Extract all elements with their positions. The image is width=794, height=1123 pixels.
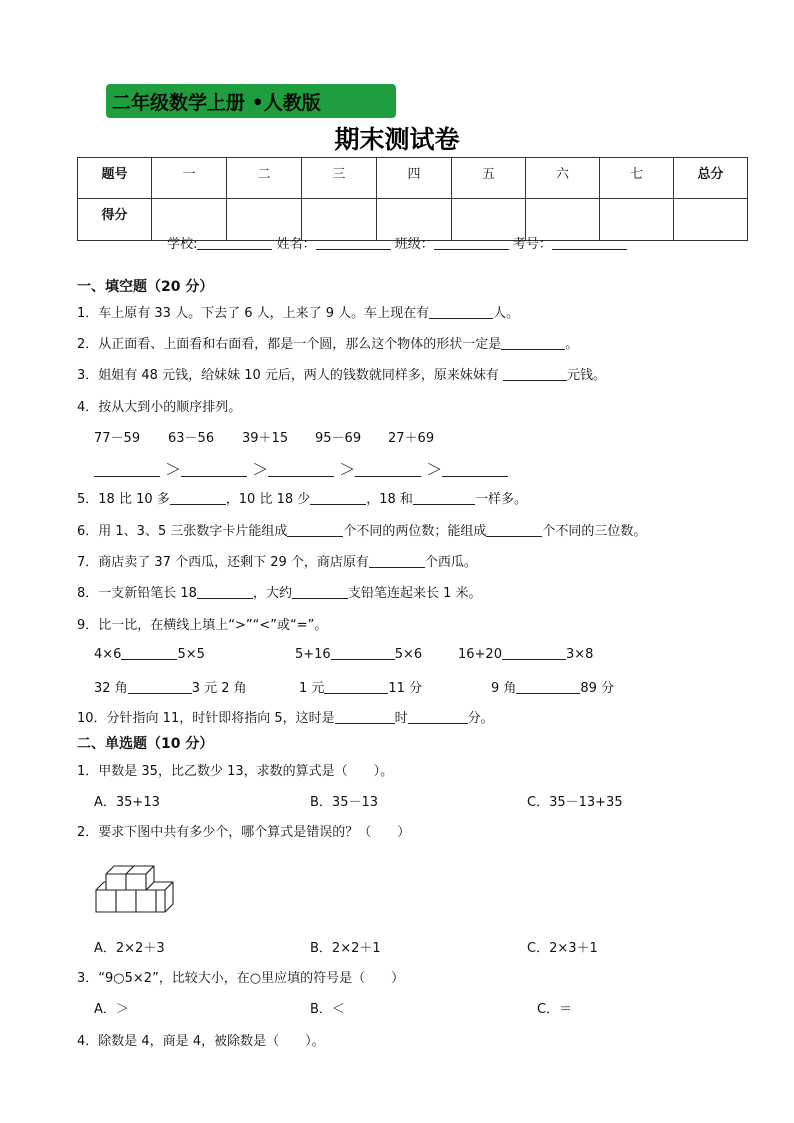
page-title: 期末测试卷 (334, 125, 460, 154)
question-number: 2． (77, 825, 99, 840)
school-blank[interactable] (197, 237, 272, 250)
question-text: 支铅笔连起来长 1 米。 (347, 586, 482, 601)
score-table-header-row (78, 158, 748, 199)
compare-left: 9 角 (491, 681, 517, 696)
option-b[interactable]: B．35－13 (310, 795, 379, 810)
answer-blank[interactable] (502, 646, 566, 660)
answer-blank[interactable] (181, 463, 247, 477)
score-header-cell: 四 (377, 158, 452, 199)
question-number: 2． (77, 337, 99, 352)
option-a[interactable]: A．＞ (94, 1002, 129, 1017)
question-2-2 (77, 821, 410, 840)
score-table (77, 157, 748, 241)
question-text: 车上原有 33 人。下去了 6 人，上来了 9 人。车上现在有 (98, 306, 430, 321)
question-text: 用 1、3、5 三张数字卡片能组成 (98, 524, 288, 539)
question-text: 人。 (493, 306, 520, 321)
question-number: 7． (77, 555, 99, 570)
greater-than-sign: ＞ (426, 460, 443, 479)
expression: 27＋69 (388, 431, 435, 446)
question-text: 按从大到小的顺序排列。 (98, 400, 242, 415)
question-text: 比一比，在横线上填上“>”“<”或“=”。 (98, 618, 328, 633)
question-text: 商店卖了 37 个西瓜，还剩下 29 个，商店原有 (98, 555, 369, 570)
answer-blank[interactable] (408, 710, 468, 724)
question-number: 3． (77, 368, 99, 383)
exam-no-blank[interactable] (552, 237, 627, 250)
score-header-cell: 题号 (78, 158, 152, 199)
compare-right: 89 分 (580, 681, 615, 696)
section-2-heading: 二、单选题（10 分） (77, 736, 214, 752)
answer-blank[interactable] (268, 463, 334, 477)
question-text: 甲数是 35，比乙数少 13，求数的算式是（ ）。 (98, 764, 394, 779)
question-text: 一样多。 (474, 492, 527, 507)
compare-left: 1 元 (299, 681, 325, 696)
answer-blank[interactable] (128, 680, 192, 694)
question-number: 4． (77, 400, 99, 415)
answer-blank[interactable] (503, 367, 567, 381)
exam-no-label: 考号： (512, 237, 552, 252)
question-1-7 (77, 551, 477, 570)
compare-item (94, 646, 205, 662)
answer-blank[interactable] (310, 491, 366, 505)
compare-left: 4×6 (94, 647, 122, 662)
question-number: 4． (77, 1034, 99, 1049)
question-1-3 (77, 364, 606, 383)
question-text: “9○5×2”，比较大小，在○里应填的符号是（ ） (98, 971, 405, 986)
name-label: 姓名： (276, 237, 316, 252)
question-text: ，10 比 18 少 (225, 492, 311, 507)
option-c[interactable]: C．2×3＋1 (527, 941, 598, 956)
question-text: 。 (565, 337, 579, 352)
answer-blank[interactable] (287, 523, 343, 537)
question-2-4 (77, 1030, 325, 1049)
question-text: 个西瓜。 (424, 555, 477, 570)
score-header-cell: 二 (227, 158, 302, 199)
question-1-10 (77, 707, 494, 726)
answer-blank[interactable] (197, 585, 253, 599)
ordering-row (94, 457, 508, 480)
compare-item (491, 677, 614, 696)
answer-blank[interactable] (335, 710, 395, 724)
compare-item (94, 677, 247, 696)
option-a[interactable]: A．35+13 (94, 795, 160, 810)
question-text: 一支新铅笔长 18 (98, 586, 197, 601)
answer-blank[interactable] (355, 463, 421, 477)
score-header-cell: 六 (526, 158, 600, 199)
question-number: 5． (77, 492, 99, 507)
class-label: 班级： (394, 237, 434, 252)
option-b[interactable]: B．2×2＋1 (310, 941, 381, 956)
option-c[interactable]: C．35－13+35 (527, 795, 623, 810)
question-1-4 (77, 396, 241, 415)
question-text: 个不同的三位数。 (542, 524, 647, 539)
question-1-8 (77, 582, 482, 601)
question-number: 8． (77, 586, 99, 601)
answer-blank[interactable] (413, 491, 475, 505)
compare-left: 5+16 (295, 647, 331, 662)
question-text: 要求下图中共有多少个，哪个算式是错误的？（ ） (98, 825, 411, 840)
score-header-cell: 五 (452, 158, 526, 199)
option-b[interactable]: B．＜ (310, 1002, 345, 1017)
answer-blank[interactable] (501, 336, 565, 350)
expression: 77－59 (94, 431, 141, 446)
question-2-1 (77, 760, 393, 779)
question-number: 3． (77, 971, 99, 986)
question-1-1 (77, 302, 519, 321)
question-1-9 (77, 614, 327, 633)
score-row-label: 得分 (78, 199, 152, 241)
answer-blank[interactable] (369, 554, 425, 568)
answer-blank[interactable] (121, 646, 177, 660)
compare-item (295, 646, 422, 662)
answer-blank[interactable] (94, 463, 160, 477)
answer-blank[interactable] (331, 646, 395, 660)
answer-blank[interactable] (442, 463, 508, 477)
expression: 95－69 (315, 431, 362, 446)
question-text: 分针指向 11，时针即将指向 5，这时是 (106, 711, 335, 726)
question-number: 1． (77, 764, 99, 779)
compare-item (458, 646, 593, 662)
score-header-cell: 总分 (674, 158, 748, 199)
question-1-5 (77, 488, 527, 507)
option-a[interactable]: A．2×2＋3 (94, 941, 165, 956)
answer-blank[interactable] (516, 680, 580, 694)
question-text: 元钱。 (567, 368, 607, 383)
question-text: 18 比 10 多 (98, 492, 170, 507)
compare-right: 5×6 (394, 647, 423, 662)
cube-stack-figure (94, 860, 176, 916)
score-header-cell: 三 (302, 158, 377, 199)
question-text: 从正面看、上面看和右面看，都是一个圆，那么这个物体的形状一定是 (98, 337, 502, 352)
question-text: ，18 和 (366, 492, 413, 507)
class-blank[interactable] (434, 237, 509, 250)
question-number: 1． (77, 306, 99, 321)
question-text: 时 (394, 711, 408, 726)
expression: 63－56 (168, 431, 215, 446)
question-text: 分。 (467, 711, 494, 726)
answer-blank[interactable] (170, 491, 226, 505)
compare-right: 3×8 (565, 647, 594, 662)
greater-than-sign: ＞ (165, 460, 182, 479)
question-text: 个不同的两位数；能组成 (343, 524, 487, 539)
section-1-heading: 一、填空题（20 分） (77, 279, 214, 295)
compare-left: 32 角 (94, 681, 128, 696)
option-c[interactable]: C．＝ (537, 1002, 573, 1017)
grade-badge (106, 84, 396, 118)
question-text: ，大约 (252, 586, 292, 601)
question-2-3 (77, 967, 404, 986)
score-header-cell: 七 (600, 158, 674, 199)
expression: 39＋15 (242, 431, 289, 446)
question-text: 姐姐有 48 元钱，给妹妹 10 元后，两人的钱数就同样多，原来妹妹有 (98, 368, 504, 383)
grade-badge-text: 二年级数学上册 •人教版 (112, 92, 321, 114)
student-info-line (0, 233, 794, 252)
name-blank[interactable] (316, 237, 391, 250)
greater-than-sign: ＞ (339, 460, 356, 479)
answer-blank[interactable] (429, 305, 493, 319)
compare-item (299, 677, 422, 696)
compare-right: 11 分 (388, 681, 423, 696)
answer-blank[interactable] (486, 523, 542, 537)
question-text: 除数是 4，商是 4，被除数是（ ）。 (98, 1034, 325, 1049)
compare-left: 16+20 (458, 647, 502, 662)
score-header-cell: 一 (152, 158, 227, 199)
compare-right: 5×5 (177, 647, 205, 662)
question-1-6 (77, 520, 646, 539)
school-label: 学校: (167, 237, 198, 252)
answer-blank[interactable] (324, 680, 388, 694)
compare-right: 3 元 2 角 (191, 681, 247, 696)
question-number: 6． (77, 524, 99, 539)
greater-than-sign: ＞ (252, 460, 269, 479)
question-number: 10． (77, 711, 107, 726)
answer-blank[interactable] (292, 585, 348, 599)
question-1-2 (77, 333, 578, 352)
question-number: 9． (77, 618, 99, 633)
